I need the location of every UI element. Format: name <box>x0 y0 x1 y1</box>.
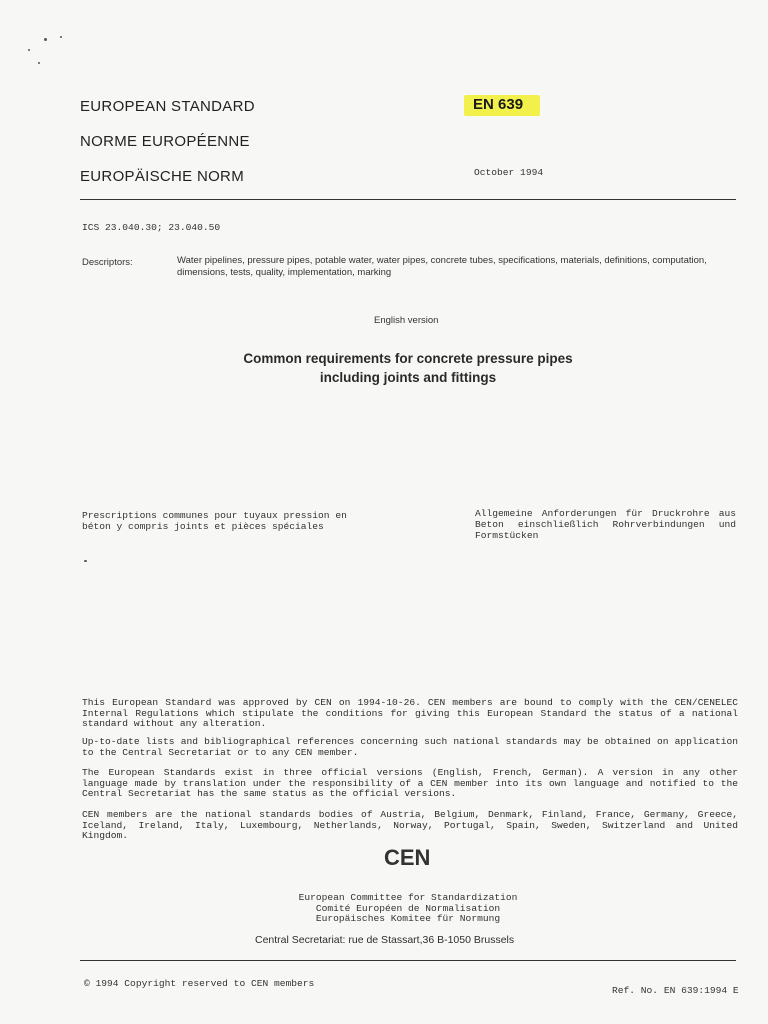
ics-codes: ICS 23.040.30; 23.040.50 <box>82 222 221 233</box>
scan-speck <box>84 560 87 562</box>
descriptors-text: Water pipelines, pressure pipes, potable water, water pipes, concrete tubes, specifications, materials, definitions, computation, dimensions, tests, quality, implementation, marking <box>177 255 707 278</box>
cen-name-french: Comité Européen de Normalisation <box>315 902 501 914</box>
cen-name-english: European Committee for Standardization <box>298 892 518 903</box>
copyright-notice: © 1994 Copyright reserved to CEN members <box>84 978 315 989</box>
central-secretariat-address: Central Secretariat: rue de Stassart,36 B-1050 Brussels <box>255 934 515 946</box>
title-line-2: including joints and fittings <box>319 370 497 385</box>
versions-paragraph: The European Standards exist in three official versions (English, French, German). A version in any other language made by translation under the responsibility of a CEN member into its own language and notified to the Central Secretariat has the same status as the official versions. <box>82 767 738 800</box>
scan-speck <box>28 49 30 51</box>
version-label: English version <box>374 315 439 326</box>
approval-paragraph: This European Standard was approved by CEN on 1994-10-26. CEN members are bound to comply with the CEN/CENELEC Internal Regulations which stipulate the conditions for giving this European Standard the status of a national standard without any alteration. <box>82 697 738 730</box>
standard-line-english: EUROPEAN STANDARD <box>80 98 255 115</box>
standard-number: EN 639 <box>473 96 524 113</box>
title-line-1: Common requirements for concrete pressure pipes <box>243 351 573 366</box>
standard-line-french: NORME EUROPÉENNE <box>80 133 250 150</box>
cen-organization-names <box>250 893 566 925</box>
german-title: Allgemeine Anforderungen für Druckrohre aus Beton einschließlich Rohrverbindungen und Formstücken <box>475 508 736 541</box>
scan-speck <box>60 36 62 38</box>
cen-logo-text: CEN <box>384 845 431 870</box>
scan-speck <box>44 38 47 41</box>
header-rule <box>80 199 736 200</box>
cen-name-german: Europäisches Komitee für Normung <box>315 913 501 925</box>
members-paragraph: CEN members are the national standards bodies of Austria, Belgium, Denmark, Finland, France, Germany, Greece, Iceland, Ireland, Italy, Luxembourg, Netherlands, Norway, Portugal, Spain, Sweden, Switzerland and United Kingdom. <box>82 809 738 842</box>
publication-date: October 1994 <box>474 167 544 178</box>
descriptors-label: Descriptors: <box>82 257 133 268</box>
french-title: Prescriptions communes pour tuyaux pression en béton y compris joints et pièces spéciales <box>82 510 347 532</box>
reference-number: Ref. No. EN 639:1994 E <box>612 985 739 996</box>
footer-rule <box>80 960 736 961</box>
scan-speck <box>38 62 40 64</box>
standard-line-german: EUROPÄISCHE NORM <box>80 168 244 185</box>
document-title <box>120 349 696 387</box>
references-paragraph: Up-to-date lists and bibliographical references concerning such national standards may be obtained on application to the Central Secretariat or to any CEN member. <box>82 736 738 758</box>
